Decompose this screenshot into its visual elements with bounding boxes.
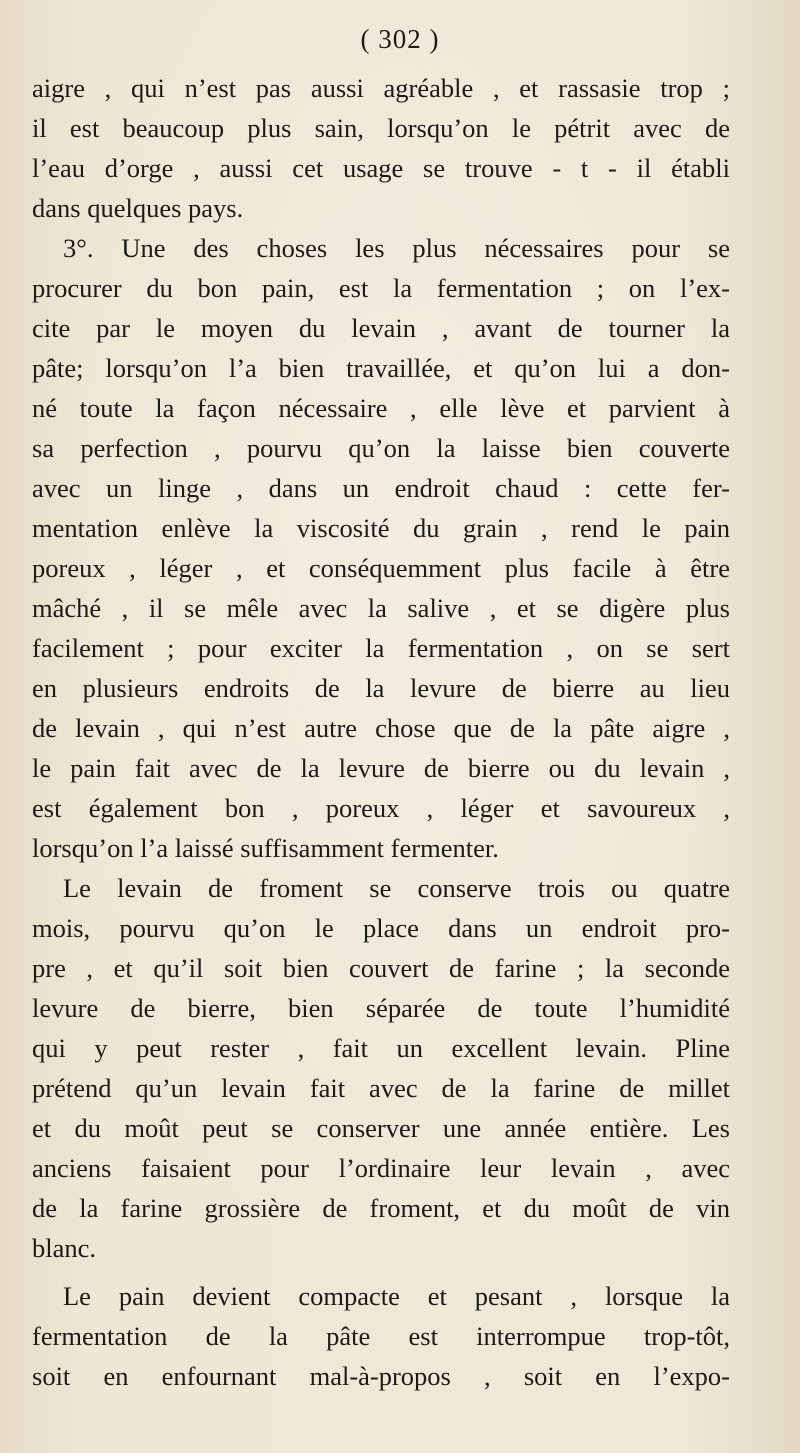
text-line: né toute la façon nécessaire , elle lève et parvient à xyxy=(32,393,730,423)
text-line: l’eau d’orge , aussi cet usage se trouve - t - il établi xyxy=(32,153,730,183)
text-line: de levain , qui n’est autre chose que de la pâte aigre , xyxy=(32,713,730,743)
text-line: sa perfection , pourvu qu’on la laisse bien couverte xyxy=(32,433,730,463)
text-line: soit en enfournant mal-à-propos , soit en l’expo- xyxy=(32,1361,730,1391)
text-line: Le pain devient compacte et pesant , lorsque la xyxy=(63,1281,730,1311)
text-line: poreux , léger , et conséquemment plus facile à être xyxy=(32,553,730,583)
text-line: il est beaucoup plus sain, lorsqu’on le pétrit avec de xyxy=(32,113,730,143)
text-line: mois, pourvu qu’on le place dans un endroit pro- xyxy=(32,913,730,943)
text-line: cite par le moyen du levain , avant de tourner la xyxy=(32,313,730,343)
body-text xyxy=(32,68,730,1396)
text-line: avec un linge , dans un endroit chaud : cette fer- xyxy=(32,473,730,503)
text-line: en plusieurs endroits de la levure de bierre au lieu xyxy=(32,673,730,703)
text-line: dans quelques pays. xyxy=(32,193,244,223)
text-line: Le levain de froment se conserve trois ou quatre xyxy=(63,873,730,903)
text-line: qui y peut rester , fait un excellent levain. Pline xyxy=(32,1033,730,1063)
page-number: ( 302 ) xyxy=(360,24,440,54)
text-line: est également bon , poreux , léger et savoureux , xyxy=(32,793,730,823)
text-line: pre , et qu’il soit bien couvert de farine ; la seconde xyxy=(32,953,730,983)
text-line: lorsqu’on l’a laissé suffisamment fermenter. xyxy=(32,833,499,863)
text-line: levure de bierre, bien séparée de toute l’humidité xyxy=(32,993,730,1023)
text-line: aigre , qui n’est pas aussi agréable , et rassasie trop ; xyxy=(32,73,730,103)
text-line: mentation enlève la viscosité du grain , rend le pain xyxy=(32,513,730,543)
text-line: procurer du bon pain, est la fermentation ; on l’ex- xyxy=(32,273,730,303)
text-line: facilement ; pour exciter la fermentation , on se sert xyxy=(32,633,730,663)
text-line: fermentation de la pâte est interrompue trop-tôt, xyxy=(32,1321,730,1351)
text-line: le pain fait avec de la levure de bierre ou du levain , xyxy=(32,753,730,783)
text-line: blanc. xyxy=(32,1233,97,1263)
text-line: anciens faisaient pour l’ordinaire leur levain , avec xyxy=(32,1153,730,1183)
text-line: 3°. Une des choses les plus nécessaires pour se xyxy=(63,233,730,263)
text-line: de la farine grossière de froment, et du moût de vin xyxy=(32,1193,730,1223)
paragraph-gap xyxy=(32,1268,730,1276)
text-line: pâte; lorsqu’on l’a bien travaillée, et qu’on lui a don- xyxy=(32,353,730,383)
text-line: mâché , il se mêle avec la salive , et se digère plus xyxy=(32,593,730,623)
text-line: prétend qu’un levain fait avec de la farine de millet xyxy=(32,1073,730,1103)
text-line: et du moût peut se conserver une année entière. Les xyxy=(32,1113,730,1143)
